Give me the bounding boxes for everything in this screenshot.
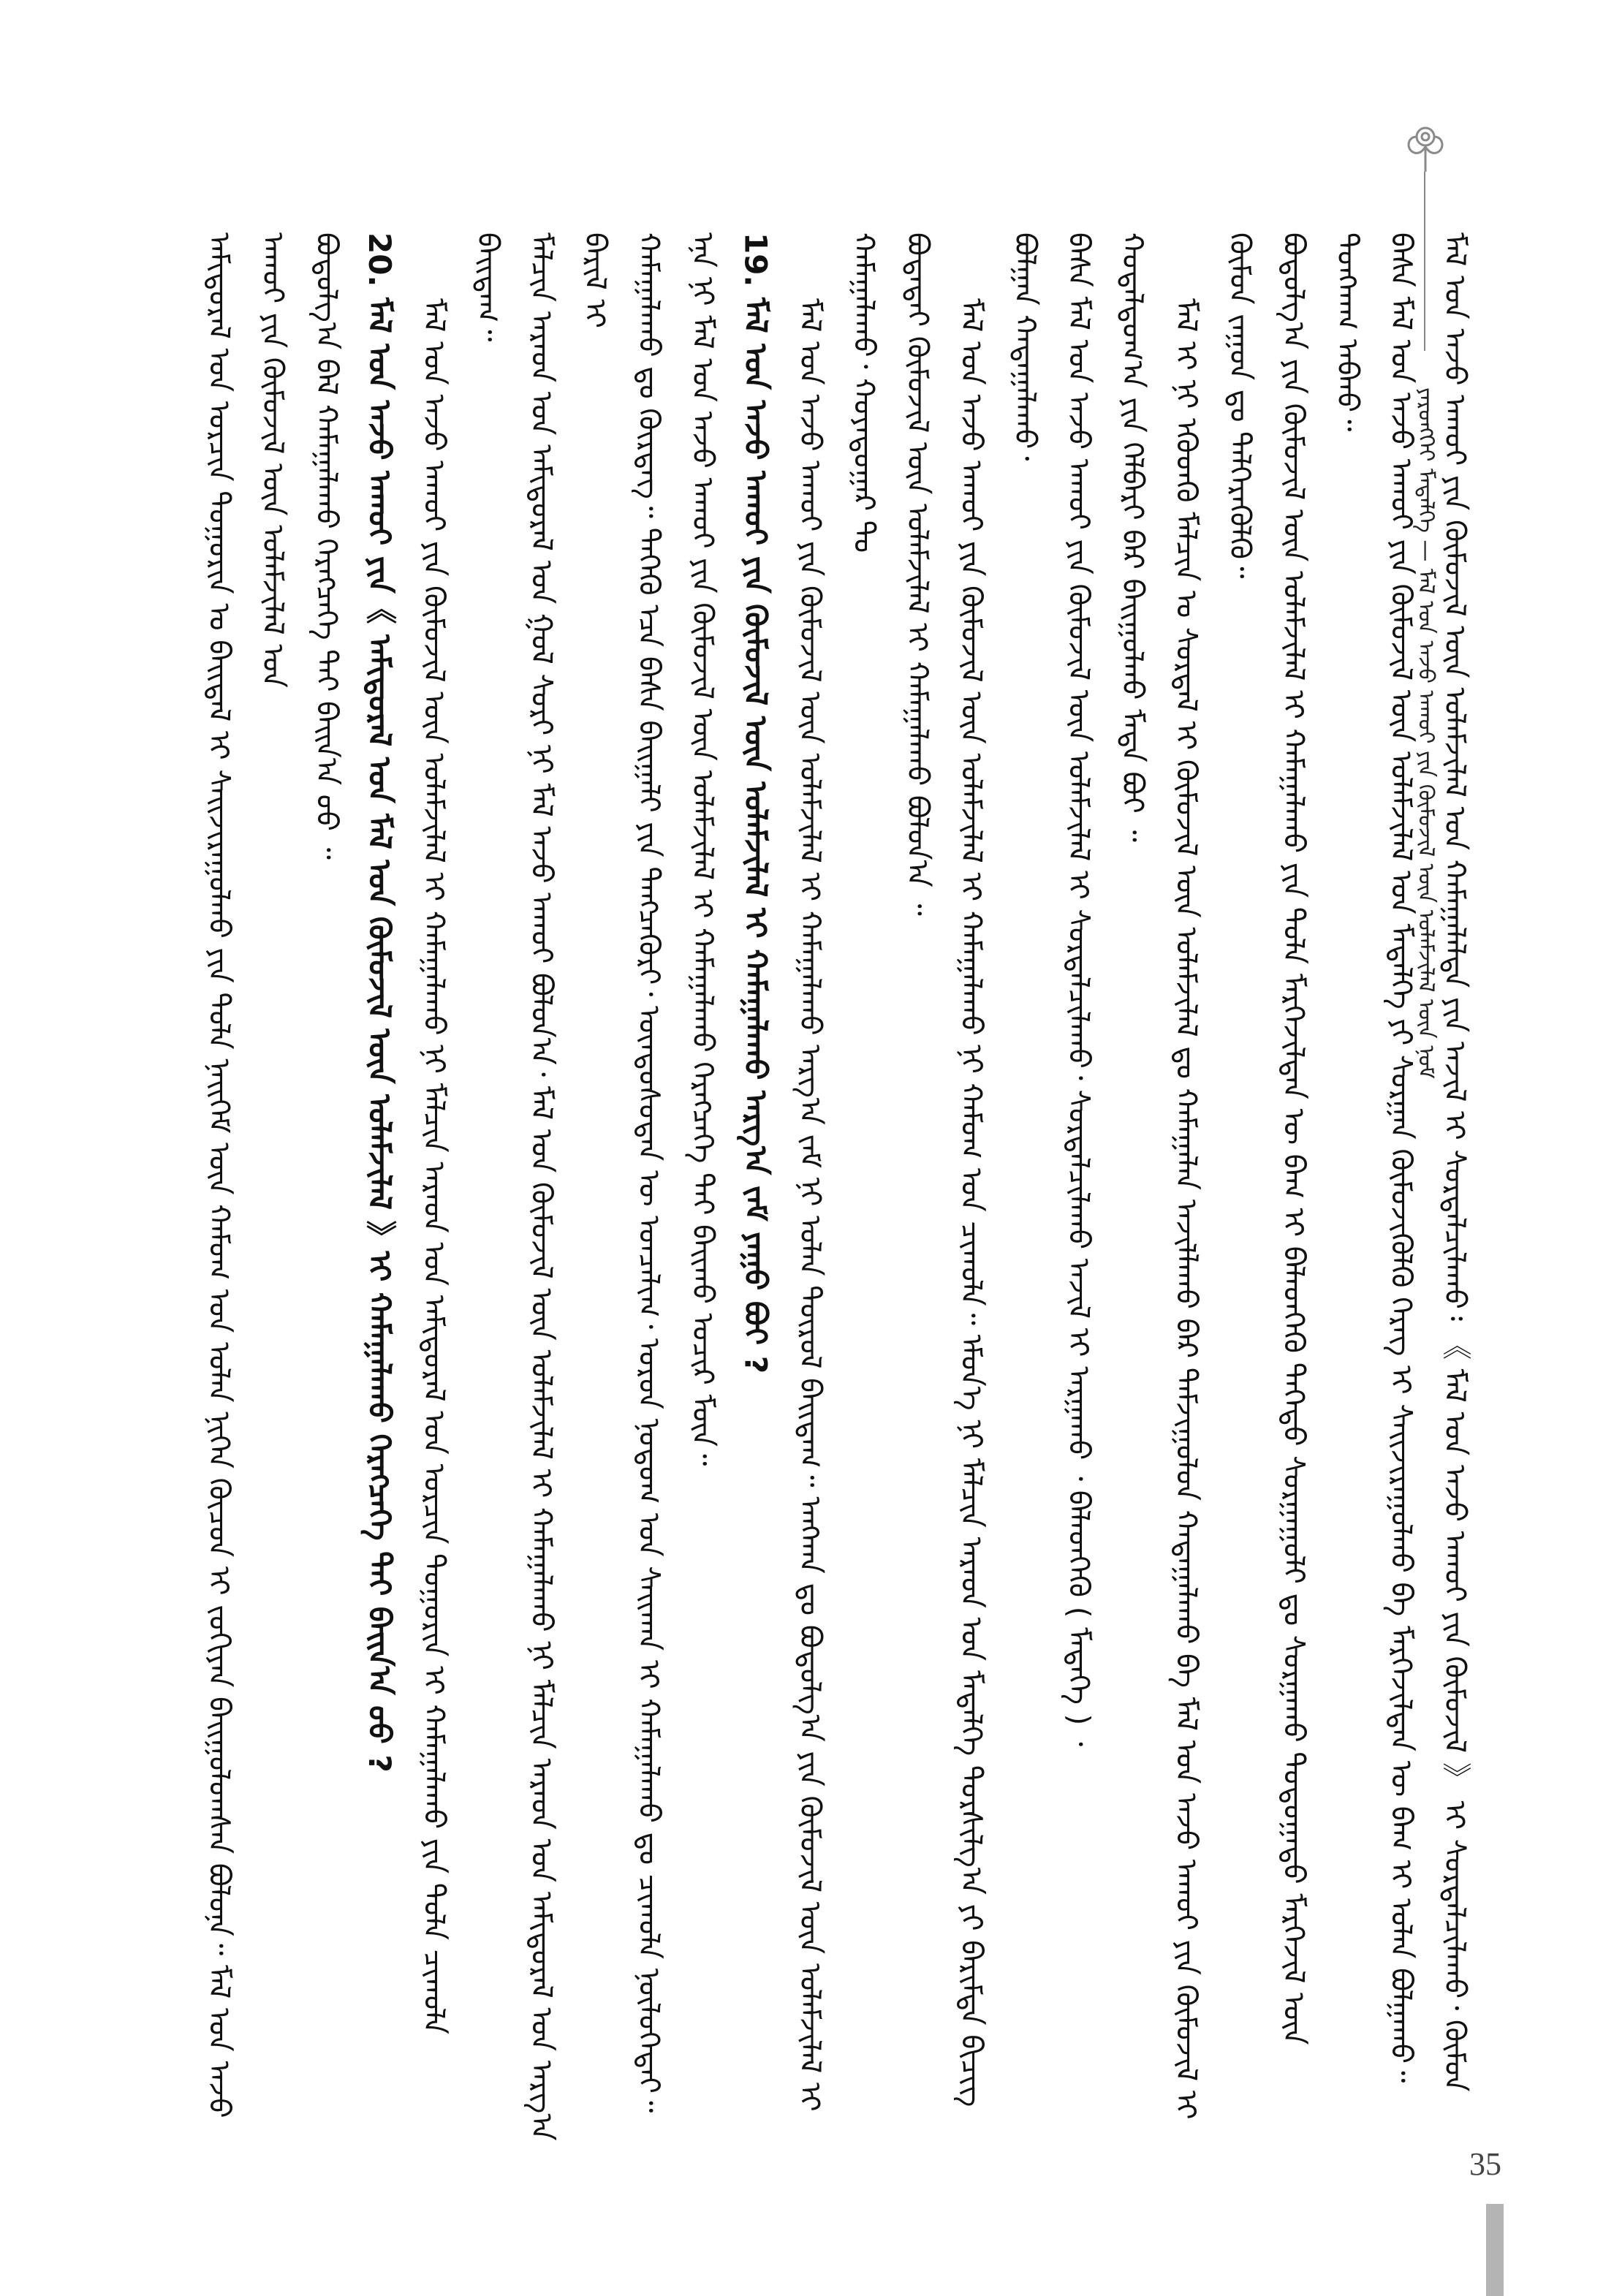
question-heading-20: 20. ᠮᠠᠯ ᠤᠨ ᠠᠵᠤ ᠠᠬᠤᠢ ᠶᠢᠨ《 ᠠᠮᠢᠳᠤᠷᠠᠯ ᠤᠨ ᠮᠠᠯ ᠤᠨ ᠬᠦᠮᠦᠵᠢᠯ ᠦᠨ ᠤᠯᠠᠮᠵᠢᠯᠠᠯ 》ᠢ ᠬᠠᠮᠠᠭᠠᠯᠠᠬᠤ ᠬᠡᠷᠡᠭᠴᠡᠭᠡ ᠲᠠᠢ ᠪᠠᠢᠨ᠎ᠠ ᠤᠤ ? [362, 232, 398, 1773]
paragraph-column: ᠮᠠᠯ ᠤᠨ ᠠᠵᠤ ᠠᠬᠤᠢ ᠶᠢᠨ ᠬᠦᠮᠦᠵᠢᠯ ᠦᠨ ᠤᠯᠠᠮᠵᠢᠯᠠᠯ ᠢ ᠬᠠᠮᠠᠭᠠᠯᠠᠬᠤ ᠨᠢ ᠮᠠᠯᠴᠢᠨ ᠠᠷᠠᠳ ᠤᠨ ᠠᠮᠢᠳᠤᠷᠠᠯ ᠤᠨ ᠣᠷᠴᠢᠨ ᠲᠣᠭᠣᠷᠢᠨ ᠢ ᠬᠠᠮᠠᠭᠠᠯᠠᠬᠤ ᠶᠢᠨ ᠲᠤᠯᠠ ᠴᠢᠬᠤᠯᠠ ᠪᠠᠢᠳᠠᠭ᠃ [417, 232, 504, 2034]
paragraph-column: ᠬᠠᠮᠠᠭᠠᠯᠠᠬᠤ ᠳᠤ ᠬᠦᠷᠳᠡᠭ᠃ ᠲᠡᠭᠡᠬᠦ ᠡᠴᠡ ᠪᠠᠰᠠ ᠪᠠᠢᠭᠠᠯᠢ ᠶᠢᠨ ᠲᠡᠩᠴᠡᠭᠦᠷᠢ᠂ ᠦᠨᠳᠦᠰᠦᠲᠡᠨ ᠦ ᠣᠨᠴᠠᠯᠢᠭ᠂ ᠣᠷᠣᠨ ᠨᠤᠲᠤᠭ ᠤᠨ ᠰᠠᠢᠬᠠᠨ ᠢ ᠬᠠᠮᠠᠭᠠᠯᠠᠬᠤ ᠳᠤ ᠴᠢᠬᠤᠯᠠ ᠨᠥᠯᠦᠭᠡᠲᠡᠢ᠃ [632, 232, 666, 2113]
paragraph-column: ᠪᠣᠳᠤᠯᠭ᠎ᠠ ᠶᠢᠨ ᠬᠦᠮᠦᠵᠢᠯ ᠦᠨ ᠤᠯᠠᠮᠵᠢᠯᠠᠯ ᠢ ᠬᠠᠮᠠᠭᠠᠯᠠᠬᠤ ᠶᠢᠨ ᠲᠤᠯᠠ ᠮᠡᠷᠭᠡᠵᠢᠯᠲᠡᠨ ᠦ ᠪᠠᠭ ᠢ ᠪᠡᠯᠡᠳᠬᠡᠬᠦ ᠲᠡᠭᠡᠳᠦ ᠰᠤᠷᠭᠠᠭᠤᠯᠢ ᠳᠤ ᠰᠤᠷᠭᠠᠬᠤ ᠳᠣᠲᠣᠭᠠᠳᠤ ᠮᠡᠷᠭᠡᠵᠢᠯ ᠦᠨ ᠲᠤᠩᠬᠠᠭ ᠠᠪᠬᠤ᠃ [1276, 232, 1364, 2045]
paragraph-column: ᠮᠠᠯᠴᠢᠨ ᠠᠷᠠᠳ ᠤᠨ ᠠᠮᠢᠳᠤᠷᠠᠯ ᠤᠨ ᠭᠤᠯ ᠰᠤᠷᠢ ᠨᠢ ᠮᠠᠯ ᠠᠵᠤ ᠠᠬᠤᠢ ᠪᠣᠯᠤᠨ᠎ᠠ᠂ ᠮᠠᠯ ᠤᠨ ᠬᠦᠮᠦᠵᠢᠯ ᠦᠨ ᠤᠯᠠᠮᠵᠢᠯᠠᠯ ᠢ ᠬᠠᠮᠠᠭᠠᠯᠠᠬᠤ ᠨᠢ ᠮᠠᠯᠴᠢᠨ ᠠᠷᠠᠳ ᠤᠨ ᠠᠮᠢᠳᠤᠷᠠᠯ ᠤᠨ ᠠᠷᠭ᠎ᠠ ᠪᠠᠷᠢᠯ ᠢ [524, 232, 612, 2141]
paragraph-column: ᠬᠤᠳᠠᠯᠳᠤᠭ᠎ᠠ ᠶᠢᠨ ᠬᠡᠯᠪᠡᠷᠢ ᠪᠠᠷ ᠪᠠᠢᠭᠤᠯᠬᠤ ᠮᠡᠳᠡ ᠪᠣᠢ ᠃ [1115, 232, 1149, 842]
paragraph-column: ᠮᠠᠯ ᠤᠨ ᠠᠵᠤ ᠠᠬᠤᠢ ᠶᠢᠨ ᠬᠦᠮᠦᠵᠢᠯ ᠦᠨ ᠤᠯᠠᠮᠵᠢᠯᠠᠯ ᠤᠨ ᠬᠠᠮᠠᠭᠠᠯᠠᠯᠲᠠ ᠶᠢᠨ ᠠᠵᠢᠯ ᠢ ᠰᠤᠷᠲᠠᠯᠴᠢᠯᠠᠬᠤ᠄ 《 ᠮᠠᠯ ᠤᠨ ᠠᠵᠤ ᠠᠬᠤᠢ ᠶᠢᠨ ᠬᠦᠮᠦᠵᠢᠯ 》 ᠢ ᠰᠤᠷᠲᠠᠯᠴᠢᠯᠠᠬᠤ᠂ ᠬᠦᠮᠦᠨ [1438, 232, 1471, 2092]
running-header-title: ᠶᠡᠷᠦᠩᠬᠡᠢ ᠮᠡᠳᠡᠯᠭᠡ — ᠮᠠᠯ ᠤᠨ ᠠᠵᠤ ᠠᠬᠤᠢ ᠶᠢᠨ ᠬᠦᠮᠦᠵᠢᠯ ᠦᠨ ᠤᠯᠠᠮᠵᠢᠯᠠᠯ ᠦᠨ ᠨᠤᠮ [1413, 387, 1439, 1079]
page-number: 35 [1469, 2146, 1501, 2182]
question-heading-19: 19. ᠮᠠᠯ ᠤᠨ ᠠᠵᠤ ᠠᠬᠤᠢ ᠶᠢᠨ ᠬᠦᠮᠦᠵᠢᠯ ᠦᠨ ᠤᠯᠠᠮᠵᠢᠯᠠᠯ ᠢ ᠬᠠᠮᠠᠭᠠᠯᠠᠬᠤ ᠠᠷᠭ᠎ᠠ ᠵᠠᠮ ᠶᠠᠭᠤ ᠪᠣᠢ ? [738, 232, 774, 1374]
header-ornament-icon [1400, 121, 1451, 172]
paragraph-column: ᠡᠨᠡ ᠨᠢ ᠮᠠᠯ ᠤᠨ ᠠᠵᠤ ᠠᠬᠤᠢ ᠶᠢᠨ ᠬᠦᠮᠦᠵᠢᠯ ᠦᠨ ᠤᠯᠠᠮᠵᠢᠯᠠᠯ ᠢ ᠬᠠᠮᠠᠭᠠᠯᠠᠬᠤ ᠬᠡᠷᠡᠭᠴᠡᠭᠡ ᠲᠠᠢ ᠪᠠᠢᠬᠤ ᠤᠴᠢᠷ ᠮᠥᠨ᠃ [686, 232, 719, 1466]
paragraph-column: ᠪᠣᠳᠠᠳᠠᠢ ᠬᠦᠮᠦᠵᠢᠯ ᠦᠨ ᠤᠯᠠᠮᠵᠢᠯᠠᠯ ᠢ ᠬᠠᠮᠠᠭᠠᠯᠠᠬᠤ ᠪᠣᠯᠤᠨ᠎ᠠ ᠃ [901, 232, 934, 916]
paragraph-column: ᠮᠠᠯ ᠤᠨ ᠠᠵᠤ ᠠᠬᠤᠢ ᠶᠢᠨ ᠬᠦᠮᠦᠵᠢᠯ ᠦᠨ ᠤᠯᠠᠮᠵᠢᠯᠠᠯ ᠢ ᠬᠠᠮᠠᠭᠠᠯᠠᠬᠤ ᠠᠷᠭ᠎ᠠ ᠵᠠᠮ ᠨᠢ ᠣᠯᠠᠨ ᠲᠥᠷᠦᠯ ᠪᠠᠢᠳᠠᠭ᠃ ᠠᠩᠬᠠᠨ ᠳᠤ ᠪᠣᠳᠤᠯᠭ᠎ᠠ ᠶᠢᠨ ᠬᠦᠮᠦᠵᠢᠯ ᠦᠨ ᠤᠯᠠᠮᠵᠢᠯᠠᠯ ᠢ ᠬᠠᠮᠠᠭᠠᠯᠠᠬᠤ᠂ ᠬᠣᠶᠠᠳᠤᠭᠠᠷ ᠲᠤ [793, 232, 881, 2112]
paragraph-column: ᠮᠠᠯ ᠤᠨ ᠠᠵᠤ ᠠᠬᠤᠢ ᠶᠢᠨ ᠬᠦᠮᠦᠵᠢᠯ ᠦᠨ ᠤᠯᠠᠮᠵᠢᠯᠠᠯ ᠢ ᠬᠠᠮᠠᠭᠠᠯᠠᠬᠤ ᠨᠢ ᠬᠠᠮᠤᠭ ᠤᠨ ᠴᠢᠬᠤᠯᠠ᠃ ᠡᠮᠦᠨ᠎ᠡ ᠨᠢ ᠮᠠᠯᠴᠢᠨ ᠠᠷᠠᠳ ᠤᠨ ᠮᠡᠳᠡᠯᠭᠡ ᠲᠤᠷᠰᠢᠯᠭ᠎ᠠ ᠶᠢ ᠪᠠᠷᠢᠮᠲᠠ ᠪᠢᠴᠢᠭ ᠪᠣᠯᠭᠠᠨ ᠬᠠᠳᠠᠭᠠᠯᠠᠬᠤ᠂ [954, 232, 1042, 2107]
paragraph-column: ᠪᠠᠰᠠ ᠮᠠᠯ ᠤᠨ ᠠᠵᠤ ᠠᠬᠤᠢ ᠶᠢᠨ ᠬᠦᠮᠦᠵᠢᠯ ᠦᠨ ᠤᠯᠠᠮᠵᠢᠯᠠᠯ ᠤᠨ ᠮᠡᠳᠡᠯᠭᠡ ᠶᠢ ᠰᠤᠷᠭᠠᠨ ᠬᠦᠮᠦᠵᠢᠭᠦᠯᠬᠦ ᠬᠡᠷᠡᠭ ᠢ ᠰᠠᠢᠵᠢᠷᠠᠭᠤᠯᠬᠤ ᠪᠠ ᠮᠡᠷᠭᠡᠵᠢᠯᠲᠡᠨ ᠦ ᠪᠠᠭ ᠢ ᠣᠯᠠᠨ ᠪᠣᠯᠭᠠᠬᠤ᠃ [1384, 232, 1418, 2083]
paragraph-column: ᠠᠮᠢᠳᠤᠷᠠᠯ ᠤᠨ ᠣᠷᠴᠢᠨ ᠲᠣᠭᠣᠷᠢᠨ ᠤ ᠪᠠᠢᠳᠠᠯ ᠢ ᠰᠠᠢᠵᠢᠷᠠᠭᠤᠯᠬᠤ ᠶᠢᠨ ᠲᠤᠯᠠ ᠨᠡᠢᠭᠡᠮ ᠦᠨ ᠬᠠᠮᠤᠭ ᠤᠨ ᠣᠯᠠᠨ ᠨᠢᠭᠡᠨ ᠬᠦᠴᠦᠨ ᠢ ᠵᠣᠬᠢᠶᠠᠨ ᠪᠠᠢᠭᠤᠯᠤᠭᠰᠠᠨ ᠪᠣᠯᠤᠨᠠ᠃ ᠮᠠᠯ ᠤᠨ ᠠᠵᠤ ᠠᠬᠤᠢ ᠶᠢᠨ ᠬᠦᠮᠦᠵᠢᠯ ᠦᠨ ᠤᠯᠠᠮᠵᠢᠯᠠᠯ ᠤᠨ [202, 232, 289, 2118]
paragraph-column: ᠪᠣᠳᠤᠯᠭ᠎ᠠ ᠪᠡᠯ ᠬᠠᠮᠠᠭᠠᠯᠠᠬᠤ ᠬᠡᠷᠡᠭᠴᠡᠭᠡ ᠲᠠᠢ ᠪᠠᠢᠨ᠎ᠠ ᠤᠤ ᠃ [309, 232, 344, 860]
paragraph-column: ᠮᠠᠯ ᠢ ᠨᠢ ᠡᠭᠦᠳᠬᠦ ᠮᠠᠯᠴᠢᠨ ᠤ ᠰᠤᠷᠲᠠᠯ ᠢ ᠬᠦᠮᠦᠵᠢᠯ ᠦᠨ ᠤᠯᠠᠮᠵᠢᠯᠠᠯ ᠳᠤ ᠬᠠᠮᠠᠭᠠᠯᠠᠨ ᠠᠵᠢᠯᠯᠠᠬᠤ ᠪᠠᠷ ᠳᠠᠮᠵᠢᠭᠤᠯᠤᠨ ᠬᠠᠳᠠᠭᠠᠯᠠᠬᠤ ᠪᠠ ᠮᠠᠯ ᠤᠨ ᠠᠵᠤ ᠠᠬᠤᠢ ᠶᠢᠨ ᠬᠦᠮᠦᠵᠢᠯ ᠢ ᠬᠦᠮᠦᠨ ᠵᠠᠭᠤᠨ ᠳᠤ ᠳᠡᠯᠭᠡᠷᠡᠭᠦᠯᠬᠦ᠃ [1169, 232, 1257, 2120]
page-side-tab [1486, 2204, 1504, 2296]
paragraph-column: ᠪᠠᠰᠠ ᠮᠠᠯ ᠤᠨ ᠠᠵᠤ ᠠᠬᠤᠢ ᠶᠢᠨ ᠬᠦᠮᠦᠵᠢᠯ ᠦᠨ ᠤᠯᠠᠮᠵᠢᠯᠠᠯ ᠢ ᠰᠤᠷᠲᠠᠯᠴᠢᠯᠠᠬᠤ᠂ ᠰᠤᠷᠲᠠᠯᠴᠢᠯᠠᠬᠤ ᠠᠵᠢᠯ ᠢ ᠠᠷᠭᠠᠬᠤ ᠂ ᠪᠡᠯᠡᠳᠬᠡᠬᠦ ( ᠮᠡᠳᠡᠭᠡ ) ᠂ [1061, 232, 1096, 1747]
